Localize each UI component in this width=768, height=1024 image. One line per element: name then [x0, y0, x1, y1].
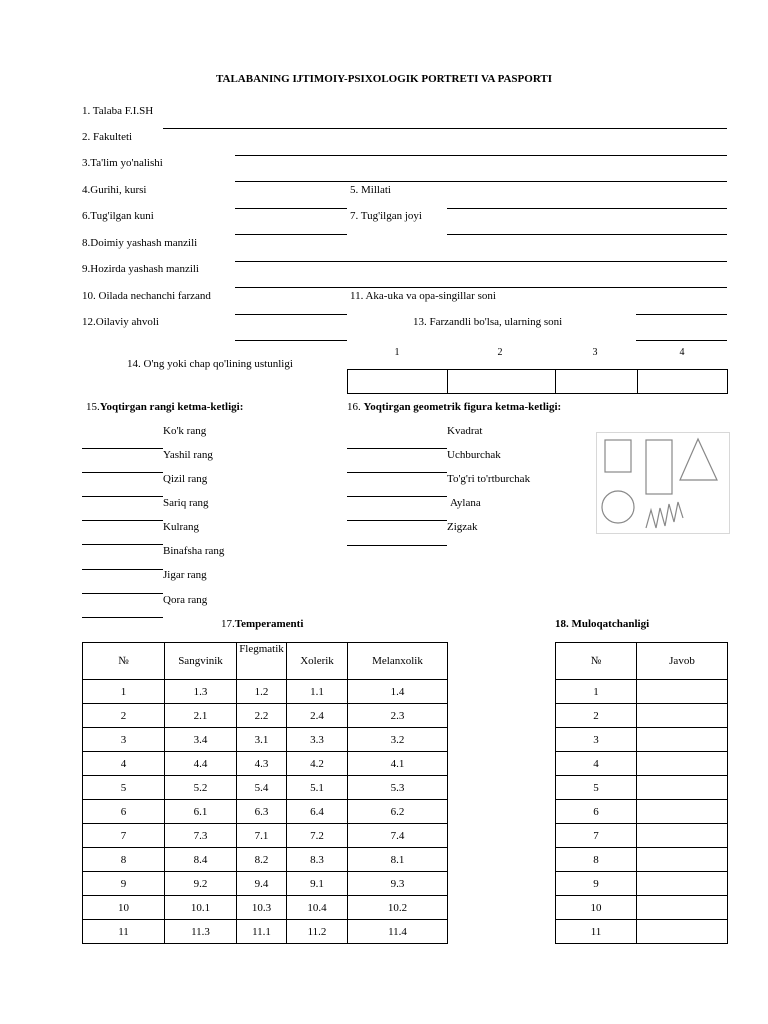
colors-section-heading: [86, 401, 243, 414]
sociability-answer-cell[interactable]: [637, 752, 728, 776]
color-rank-line[interactable]: [82, 569, 163, 570]
figure-item: Zigzak: [447, 521, 478, 533]
sociability-row-number: 5: [556, 776, 637, 800]
temperament-header-cell: Flegmatik: [237, 643, 287, 680]
handedness-cell[interactable]: [348, 370, 448, 394]
input-line-nationality[interactable]: [447, 208, 727, 209]
field-label-child-order: 10. Oilada nechanchi farzand: [82, 290, 211, 302]
temperament-row: [83, 680, 448, 704]
temperament-row: [83, 872, 448, 896]
sociability-answer-cell[interactable]: [637, 728, 728, 752]
sociability-answer-cell[interactable]: [637, 680, 728, 704]
temperament-answer-code: 7.4: [348, 824, 448, 848]
temperament-header-cell: №: [83, 643, 165, 680]
temperament-row-number: 10: [83, 896, 165, 920]
temperament-row: [83, 728, 448, 752]
field-label-nationality: 5. Millati: [350, 184, 391, 196]
sociability-heading: [555, 618, 649, 631]
input-line-siblings-count[interactable]: [636, 314, 727, 315]
sociability-row: [556, 704, 728, 728]
temperament-row-number: 8: [83, 848, 165, 872]
temperament-row: [83, 776, 448, 800]
sociability-row-number: 8: [556, 848, 637, 872]
temperament-answer-code: 11.1: [237, 920, 287, 944]
temperament-answer-code: 1.3: [165, 680, 237, 704]
sociability-answer-cell[interactable]: [637, 896, 728, 920]
input-line-current-address[interactable]: [235, 287, 727, 288]
temperament-answer-code: 5.3: [348, 776, 448, 800]
temperament-answer-code: 3.1: [237, 728, 287, 752]
temperament-answer-code: 10.3: [237, 896, 287, 920]
temperament-answer-code: 3.2: [348, 728, 448, 752]
temperament-answer-code: 9.1: [287, 872, 348, 896]
temperament-answer-code: 11.4: [348, 920, 448, 944]
handedness-cell[interactable]: [556, 370, 638, 394]
temperament-answer-code: 5.2: [165, 776, 237, 800]
input-line-group-course[interactable]: [235, 208, 347, 209]
sociability-row-number: 1: [556, 680, 637, 704]
page-title: TALABANING IJTIMOIY-PSIXOLOGIK PORTRETI VA PASPORTI: [215, 73, 552, 85]
color-item: Qizil rang: [163, 473, 208, 485]
temperament-header-row: [83, 643, 448, 680]
temperament-answer-code: 8.4: [165, 848, 237, 872]
sociability-row-number: 6: [556, 800, 637, 824]
figure-rank-line[interactable]: [347, 472, 447, 473]
sociability-header-cell: №: [556, 643, 637, 680]
temperament-answer-code: 1.2: [237, 680, 287, 704]
sociability-header-row: [556, 643, 728, 680]
figure-rank-line[interactable]: [347, 545, 447, 546]
temperament-answer-code: 7.1: [237, 824, 287, 848]
temperament-answer-code: 10.2: [348, 896, 448, 920]
temperament-row-number: 11: [83, 920, 165, 944]
temperament-row-number: 3: [83, 728, 165, 752]
temperament-answer-code: 1.1: [287, 680, 348, 704]
sociability-row: [556, 680, 728, 704]
sociability-header-cell: Javob: [637, 643, 728, 680]
sociability-row: [556, 728, 728, 752]
field-label-birth-place: 7. Tug'ilgan joyi: [350, 210, 422, 222]
sociability-row: [556, 848, 728, 872]
field-label-siblings-count: 11. Aka-uka va opa-singillar soni: [350, 290, 496, 302]
hand-column-label: 1: [394, 347, 400, 358]
sociability-row: [556, 824, 728, 848]
sociability-answer-cell[interactable]: [637, 824, 728, 848]
sociability-answer-cell[interactable]: [637, 848, 728, 872]
figure-rank-line[interactable]: [347, 496, 447, 497]
temperament-answer-code: 11.2: [287, 920, 348, 944]
sociability-answer-cell[interactable]: [637, 704, 728, 728]
color-item: Binafsha rang: [163, 545, 225, 557]
temperament-title: Temperamenti: [234, 618, 304, 630]
hand-column-label: 3: [592, 347, 598, 358]
temperament-row: [83, 704, 448, 728]
temperament-row-number: 5: [83, 776, 165, 800]
temperament-answer-code: 4.3: [237, 752, 287, 776]
temperament-answer-code: 9.2: [165, 872, 237, 896]
temperament-row: [83, 800, 448, 824]
field-label-faculty: 2. Fakulteti: [82, 131, 133, 143]
temperament-answer-code: 2.1: [165, 704, 237, 728]
color-rank-line[interactable]: [82, 472, 163, 473]
sociability-title: 18. Muloqatchanligi: [555, 618, 650, 630]
temperament-row-number: 2: [83, 704, 165, 728]
sociability-row-number: 10: [556, 896, 637, 920]
color-item: Sariq rang: [163, 497, 209, 509]
color-rank-line[interactable]: [82, 520, 163, 521]
sociability-answer-cell[interactable]: [637, 920, 728, 944]
sociability-row: [556, 752, 728, 776]
temperament-answer-code: 6.2: [348, 800, 448, 824]
figure-rank-line[interactable]: [347, 448, 447, 449]
sociability-row-number: 3: [556, 728, 637, 752]
temperament-answer-code: 7.2: [287, 824, 348, 848]
temperament-answer-code: 9.3: [348, 872, 448, 896]
sociability-row: [556, 920, 728, 944]
sociability-answer-cell[interactable]: [637, 776, 728, 800]
sociability-row-number: 2: [556, 704, 637, 728]
color-item: Ko'k rang: [163, 425, 207, 437]
sociability-row: [556, 872, 728, 896]
input-line-marital-status[interactable]: [235, 340, 347, 341]
temperament-row: [83, 920, 448, 944]
handedness-cell[interactable]: [638, 370, 728, 394]
figures-section-title: Yoqtirgan geometrik figura ketma-ketligi:: [363, 401, 562, 413]
field-label-group-course: 4.Gurihi, kursi: [82, 184, 147, 196]
input-line-direction[interactable]: [235, 181, 727, 182]
field-label-marital-status: 12.Oilaviy ahvoli: [82, 316, 159, 328]
figure-rank-line[interactable]: [347, 520, 447, 521]
figure-item: Aylana: [450, 497, 481, 509]
sociability-table: [555, 642, 728, 944]
sociability-answer-cell[interactable]: [637, 800, 728, 824]
temperament-answer-code: 3.3: [287, 728, 348, 752]
temperament-answer-code: 8.2: [237, 848, 287, 872]
temperament-header-cell: Melanxolik: [348, 643, 448, 680]
sociability-row: [556, 776, 728, 800]
temperament-answer-code: 10.4: [287, 896, 348, 920]
field-label-student-name: 1. Talaba F.I.SH: [82, 105, 154, 117]
colors-section-number: 15.: [86, 401, 100, 413]
temperament-answer-code: 6.4: [287, 800, 348, 824]
temperament-answer-code: 6.1: [165, 800, 237, 824]
figure-item: Kvadrat: [447, 425, 483, 437]
temperament-answer-code: 8.1: [348, 848, 448, 872]
color-rank-line[interactable]: [82, 448, 163, 449]
figures-section-heading: [347, 401, 561, 414]
temperament-answer-code: 10.1: [165, 896, 237, 920]
temperament-answer-code: 7.3: [165, 824, 237, 848]
temperament-answer-code: 11.3: [165, 920, 237, 944]
input-line-faculty[interactable]: [235, 155, 727, 156]
temperament-answer-code: 1.4: [348, 680, 448, 704]
handedness-table: [347, 369, 728, 394]
sociability-row-number: 9: [556, 872, 637, 896]
color-rank-line[interactable]: [82, 496, 163, 497]
temperament-answer-code: 2.3: [348, 704, 448, 728]
temperament-answer-code: 2.2: [237, 704, 287, 728]
temperament-answer-code: 4.1: [348, 752, 448, 776]
temperament-answer-code: 4.4: [165, 752, 237, 776]
sociability-row: [556, 800, 728, 824]
temperament-row-number: 9: [83, 872, 165, 896]
hand-column-label: 2: [497, 347, 503, 358]
geometric-figures-illustration: [596, 432, 730, 534]
input-line-birth-date[interactable]: [235, 234, 347, 235]
input-line-child-order[interactable]: [235, 314, 347, 315]
temperament-answer-code: 5.4: [237, 776, 287, 800]
temperament-answer-code: 9.4: [237, 872, 287, 896]
temperament-row-number: 6: [83, 800, 165, 824]
input-line-children-count[interactable]: [636, 340, 727, 341]
temperament-answer-code: 3.4: [165, 728, 237, 752]
color-rank-line[interactable]: [82, 617, 163, 618]
color-item: Qora rang: [163, 594, 208, 606]
temperament-answer-code: 8.3: [287, 848, 348, 872]
temperament-number: 17.: [221, 618, 235, 630]
temperament-row: [83, 848, 448, 872]
temperament-row-number: 1: [83, 680, 165, 704]
sociability-row-number: 7: [556, 824, 637, 848]
temperament-heading: [221, 618, 303, 631]
temperament-row-number: 7: [83, 824, 165, 848]
sociability-answer-cell[interactable]: [637, 872, 728, 896]
figure-item: To'g'ri to'rtburchak: [447, 473, 531, 485]
color-rank-line[interactable]: [82, 593, 163, 594]
temperament-answer-code: 5.1: [287, 776, 348, 800]
color-rank-line[interactable]: [82, 544, 163, 545]
temperament-table: [82, 642, 448, 944]
temperament-row-number: 4: [83, 752, 165, 776]
input-line-permanent-address[interactable]: [235, 261, 727, 262]
sociability-row: [556, 896, 728, 920]
color-item: Yashil rang: [163, 449, 213, 461]
field-label-birth-date: 6.Tug'ilgan kuni: [82, 210, 154, 222]
temperament-row: [83, 824, 448, 848]
field-label-direction: 3.Ta'lim yo'nalishi: [82, 157, 163, 169]
color-item: Kulrang: [163, 521, 200, 533]
sociability-row-number: 4: [556, 752, 637, 776]
temperament-row: [83, 896, 448, 920]
temperament-answer-code: 4.2: [287, 752, 348, 776]
hand-column-label: 4: [679, 347, 685, 358]
field-label-handedness: 14. O'ng yoki chap qo'lining ustunligi: [127, 358, 293, 370]
sociability-row-number: 11: [556, 920, 637, 944]
temperament-header-cell: Sangvinik: [165, 643, 237, 680]
temperament-answer-code: 6.3: [237, 800, 287, 824]
temperament-answer-code: 2.4: [287, 704, 348, 728]
input-line-student-name[interactable]: [163, 128, 727, 129]
handedness-cell[interactable]: [448, 370, 556, 394]
color-item: Jigar rang: [163, 569, 207, 581]
temperament-header-cell: Xolerik: [287, 643, 348, 680]
input-line-birth-place[interactable]: [447, 234, 727, 235]
field-label-children-count: 13. Farzandli bo'lsa, ularning soni: [413, 316, 563, 328]
figure-item: Uchburchak: [447, 449, 501, 461]
colors-section-title: Yoqtirgan rangi ketma-ketligi:: [99, 401, 244, 413]
field-label-permanent-address: 8.Doimiy yashash manzili: [82, 237, 198, 249]
temperament-row: [83, 752, 448, 776]
figures-section-number: 16.: [347, 401, 361, 413]
field-label-current-address: 9.Hozirda yashash manzili: [82, 263, 199, 275]
